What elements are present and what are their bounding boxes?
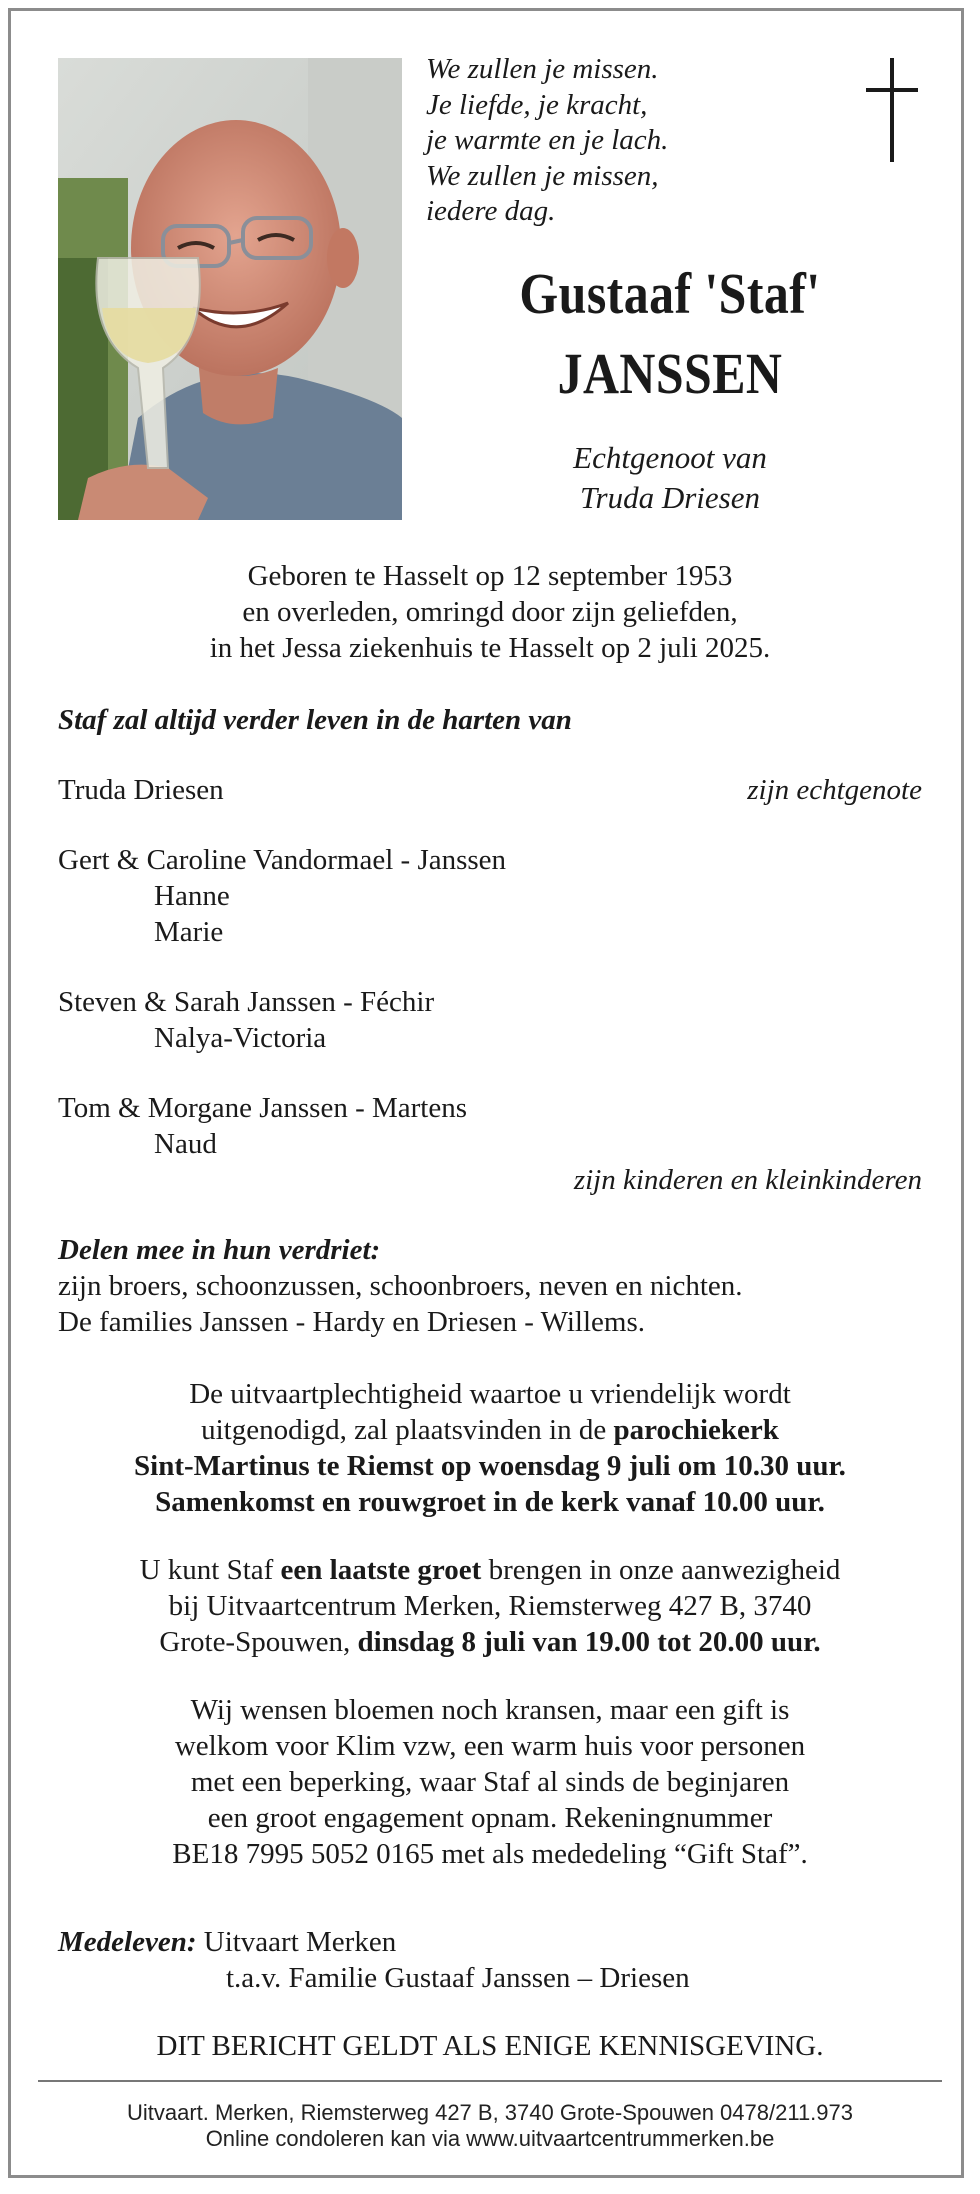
spouse-line-1: Echtgenoot van <box>573 440 767 475</box>
ceremony-line-1: De uitvaartplechtigheid waartoe u vriendelijk wordt <box>189 1378 791 1410</box>
sharing-heading: Delen mee in hun verdriet: <box>58 1234 381 1266</box>
portrait-photo <box>58 58 402 520</box>
child-2: Steven & Sarah Janssen - Féchir <box>58 986 435 1018</box>
child-1: Gert & Caroline Vandormael - Janssen <box>58 844 507 876</box>
flowers-line-5: BE18 7995 5052 0165 met als mededeling “Gift Staf”. <box>172 1838 808 1870</box>
poem-line-3: je warmte en je lach. <box>426 124 669 156</box>
flowers-line-2: welkom voor Klim vzw, een warm huis voor personen <box>174 1730 806 1762</box>
death-line-2: in het Jessa ziekenhuis te Hasselt op 2 juli 2025. <box>209 632 771 664</box>
deceased-first-name: Gustaaf 'Staf' <box>519 261 821 326</box>
spouse-line-2: Truda Driesen <box>580 480 760 515</box>
grandchild-nalya: Nalya-Victoria <box>154 1022 327 1054</box>
condolence-block <box>58 1924 938 1996</box>
children-role: zijn kinderen en kleinkinderen <box>573 1164 922 1196</box>
ceremony-line-4: Samenkomst en rouwgroet in de kerk vanaf 10.00 uur. <box>155 1486 825 1518</box>
ceremony-block <box>30 1376 950 1520</box>
child-family-2 <box>58 984 938 1056</box>
sharing-block <box>58 1232 938 1340</box>
grandchild-naud: Naud <box>154 1128 217 1160</box>
flowers-block <box>30 1692 950 1872</box>
child-family-1 <box>58 842 938 950</box>
spouse-role: zijn echtgenote <box>747 774 922 806</box>
flowers-line-3: met een beperking, waar Staf al sinds de beginjaren <box>190 1766 790 1798</box>
farewell-line-1: U kunt Staf een laatste groet brengen in onze aanwezigheid <box>139 1554 841 1586</box>
death-line-1: en overleden, omringd door zijn geliefden, <box>242 596 738 628</box>
poem-line-4: We zullen je missen, <box>426 159 659 192</box>
poem-line-2: Je liefde, je kracht, <box>426 88 648 121</box>
birth-death-text <box>30 558 950 666</box>
child-3: Tom & Morgane Janssen - Martens <box>58 1092 468 1124</box>
farewell-line-3: Grote-Spouwen, dinsdag 8 juli van 19.00 tot 20.00 uur. <box>159 1626 821 1658</box>
poem <box>426 52 826 230</box>
condolence-line-1: Medeleven: Uitvaart Merken <box>58 1926 397 1958</box>
family-intro: Staf zal altijd verder leven in de harten van <box>58 704 572 736</box>
farewell-line-2: bij Uitvaartcentrum Merken, Riemsterweg 427 B, 3740 <box>168 1590 812 1622</box>
condolence-line-2: t.a.v. Familie Gustaaf Janssen – Driesen <box>226 1962 690 1994</box>
grandchild-marie: Marie <box>154 916 224 948</box>
spouse-info <box>470 438 870 518</box>
poem-line-1: We zullen je missen. <box>426 53 659 85</box>
sharing-line-1: zijn broers, schoonzussen, schoonbroers, neven en nichten. <box>58 1270 743 1302</box>
ceremony-line-2: uitgenodigd, zal plaatsvinden in de parochiekerk <box>201 1414 779 1446</box>
flowers-line-4: een groot engagement opnam. Rekeningnummer <box>207 1802 773 1834</box>
poem-line-5: iedere dag. <box>426 195 556 227</box>
footer-online: Online condoleren kan via www.uitvaartcentrummerken.be <box>205 2126 775 2151</box>
spouse-name: Truda Driesen <box>58 774 224 806</box>
footer-address: Uitvaart. Merken, Riemsterweg 427 B, 3740 Grote-Spouwen 0478/211.973 <box>127 2100 853 2125</box>
footer-divider <box>38 2080 942 2082</box>
grandchild-hanne: Hanne <box>154 880 230 912</box>
farewell-block <box>30 1552 950 1660</box>
footer <box>30 2100 950 2152</box>
notice: DIT BERICHT GELDT ALS ENIGE KENNISGEVING. <box>156 2030 824 2062</box>
flowers-line-1: Wij wensen bloemen noch kransen, maar een gift is <box>190 1694 790 1726</box>
child-family-3 <box>58 1090 938 1162</box>
birth-line: Geboren te Hasselt op 12 september 1953 <box>247 560 733 592</box>
deceased-last-name: JANSSEN <box>557 341 783 406</box>
ceremony-line-3: Sint-Martinus te Riemst op woensdag 9 juli om 10.30 uur. <box>134 1450 846 1482</box>
cross-icon <box>860 58 924 162</box>
sharing-line-2: De families Janssen - Hardy en Driesen - Willems. <box>58 1306 645 1338</box>
